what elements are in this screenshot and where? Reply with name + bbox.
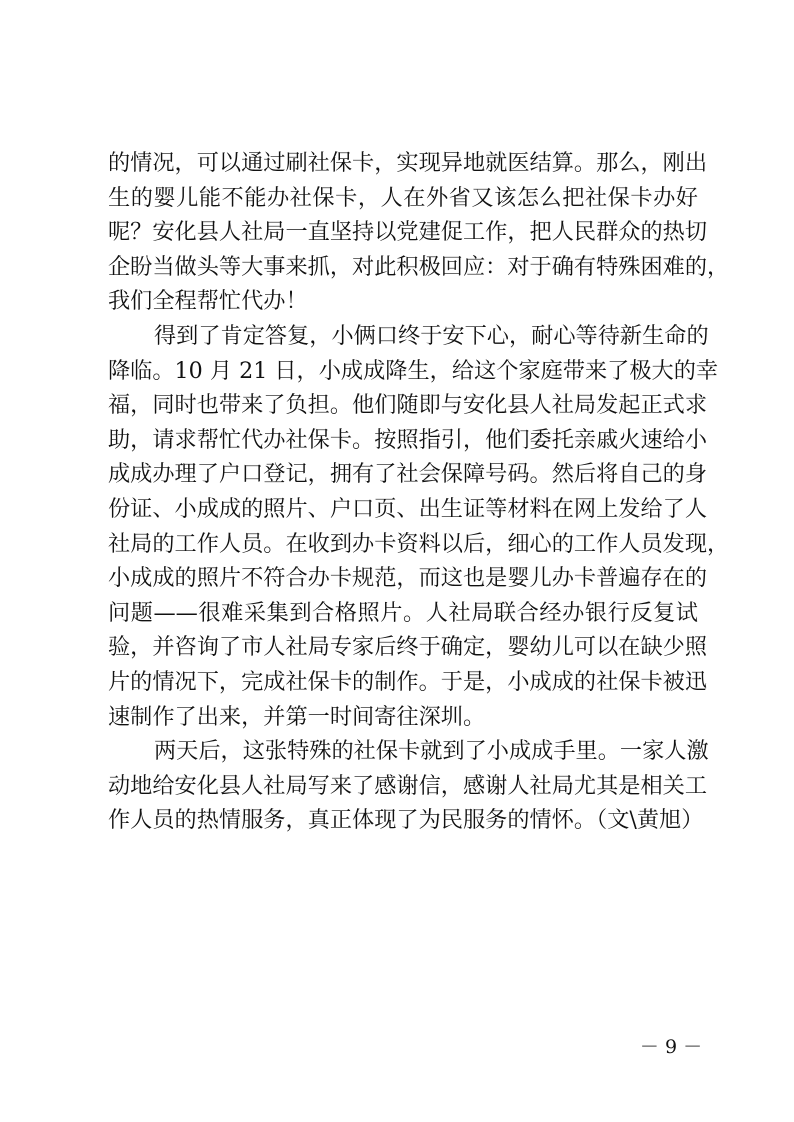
text-line: 得到了肯定答复，小俩口终于安下心，耐心等待新生命的 [154,322,709,349]
text-line: 问题——很难采集到合格照片。人社局联合经办银行反复试 [108,599,698,626]
text-line: 作人员的热情服务，真正体现了为民服务的情怀。（文\黄旭） [108,807,704,834]
text-line: 验，并咨询了市人社局专家后终于确定，婴幼儿可以在缺少照 [108,634,708,661]
text-line: 降临。10 月 21 日，小成成降生，给这个家庭带来了极大的幸 [108,357,719,384]
text-line: 助，请求帮忙代办社保卡。按照指引，他们委托亲戚火速给小 [108,426,708,453]
text-line: 两天后，这张特殊的社保卡就到了小成成手里。一家人激 [154,738,709,765]
paragraph-1 [108,146,730,319]
text-line: 社局的工作人员。在收到办卡资料以后，细心的工作人员发现， [108,530,730,557]
text-line: 呢？安化县人社局一直坚持以党建促工作，把人民群众的热切 [108,219,708,246]
text-line: 速制作了出来，并第一时间寄往深圳。 [108,703,486,730]
paragraph-3 [108,734,709,838]
text-line: 份证、小成成的照片、户口页、出生证等材料在网上发给了人 [108,495,708,522]
page-number: － 9 － [639,1036,703,1058]
text-line: 小成成的照片不符合办卡规范，而这也是婴儿办卡普遍存在的 [108,565,708,592]
text-line: 动地给安化县人社局写来了感谢信，感谢人社局尤其是相关工 [108,772,708,799]
text-line: 福，同时也带来了负担。他们随即与安化县人社局发起正式求 [108,392,708,419]
text-line: 的情况，可以通过刷社保卡，实现异地就医结算。那么，刚出 [108,150,708,176]
body-text [108,146,730,838]
text-line: 生的婴儿能不能办社保卡，人在外省又该怎么把社保卡办好 [108,184,698,211]
text-line: 企盼当做头等大事来抓，对此积极回应：对于确有特殊困难的， [108,253,730,280]
text-line: 成成办理了户口登记，拥有了社会保障号码。然后将自己的身 [108,461,708,488]
text-line: 片的情况下，完成社保卡的制作。于是，小成成的社保卡被迅 [108,668,708,695]
paragraph-2 [108,319,730,734]
text-line: 我们全程帮忙代办！ [108,288,308,315]
